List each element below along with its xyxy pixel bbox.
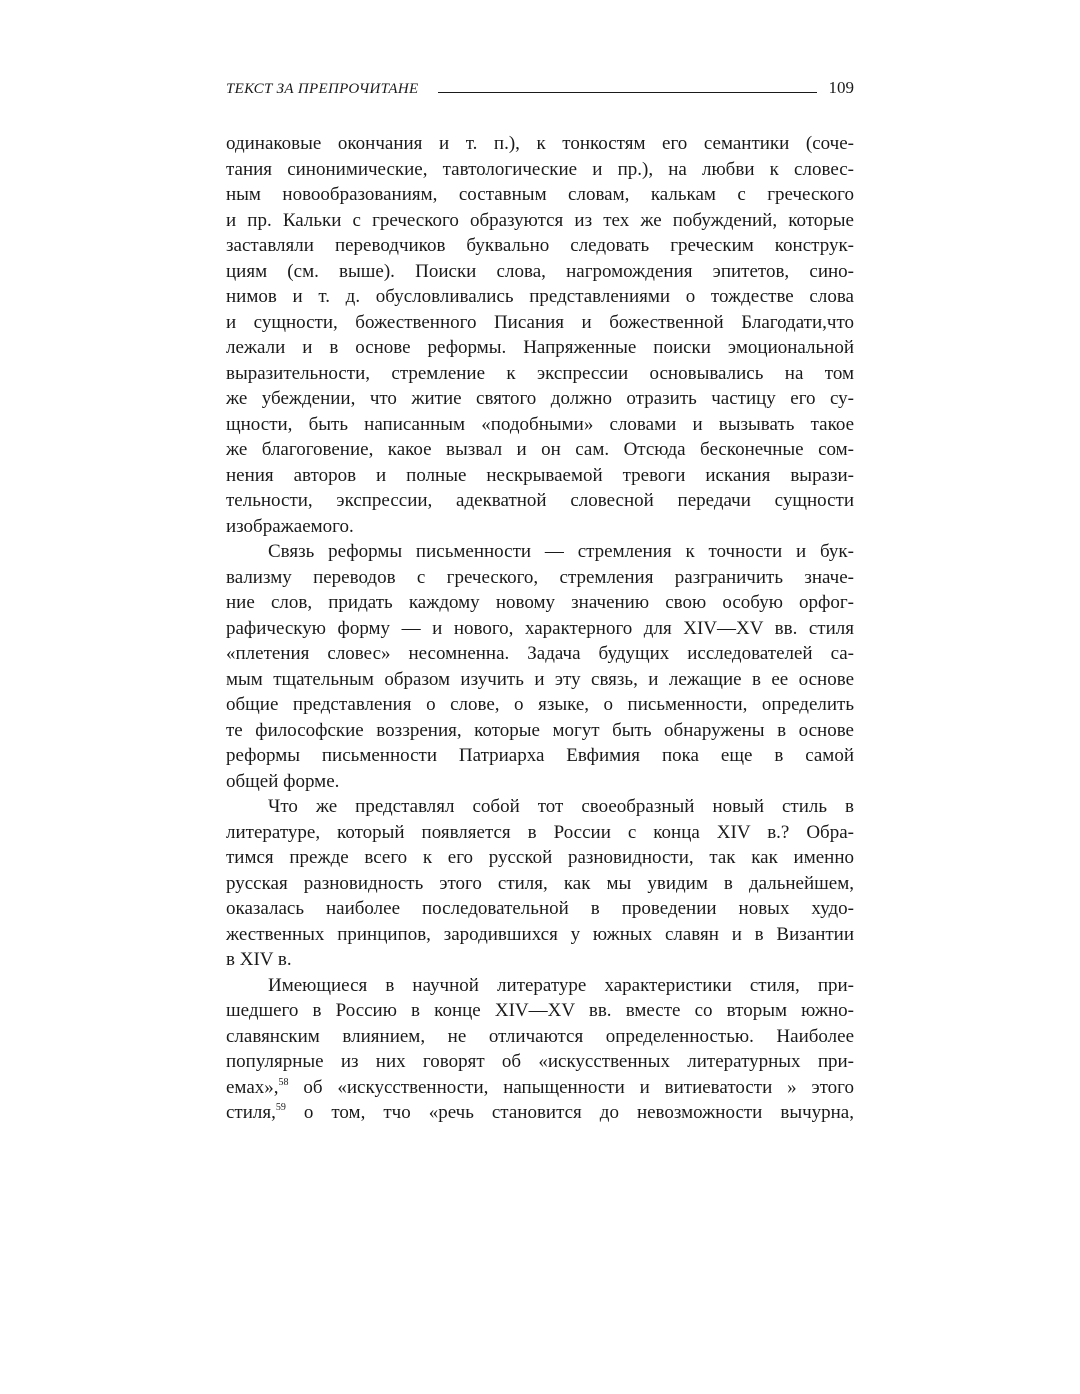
text-line: Связь реформы письменности — стремления к точности и бук- <box>268 541 854 562</box>
running-head <box>226 76 854 98</box>
text-line: те философские воззрения, которые могут быть обнаружены в основе <box>226 719 854 741</box>
text-line: популярные из них говорят об «искусственных литературных при- <box>226 1051 854 1072</box>
text-line: ние слов, придать каждому новому значению свою особую орфог- <box>226 592 854 613</box>
text-line: ным новообразованиям, составным словам, калькам с греческого <box>226 184 854 205</box>
text-line: выразительности, стремление к экспрессии основывались на том <box>226 362 854 384</box>
text-line: оказалась наиболее последовательной в проведении новых худо- <box>226 898 854 919</box>
text-line: изображаемого. <box>226 515 354 537</box>
text-fragment: емах», <box>226 1076 279 1098</box>
text-line: русская разновидность этого стиля, как мы увидим в дальнейшем, <box>226 872 854 894</box>
text-line: тельности, экспрессии, адекватной словесной передачи сущности <box>226 490 854 511</box>
text-line: и пр. Кальки с греческого образуются из тех же побуждений, которые <box>226 209 854 231</box>
text-line: вализму переводов с греческого, стремления разграничить значе- <box>226 566 854 588</box>
text-line: и сущности, божественного Писания и божественной Благодати,что <box>226 311 854 333</box>
text-line: одинаковые окончания и т. п.), к тонкостям его семантики (соче- <box>226 133 854 154</box>
text-line: общие представления о слове, о языке, о письменности, определить <box>226 694 854 715</box>
text-line <box>226 1100 854 1126</box>
text-line: рафическую форму — и нового, характерного для XIV—XV вв. стиля <box>226 617 854 639</box>
text-fragment: об «искусственности, напыщенности и витиеватости » этого <box>288 1076 854 1098</box>
text-line: щности, быть написанным «подобными» словами и вызывать такое <box>226 413 854 435</box>
text-line: тимся прежде всего к его русской разновидности, так как именно <box>226 847 854 868</box>
text-line: мым тщательным образом изучить и эту связь, и лежащие в ее основе <box>226 668 854 690</box>
footnote-ref-58[interactable]: 58 <box>278 1076 289 1088</box>
body-text <box>226 131 854 1126</box>
text-line: заставляли переводчиков буквально следовать греческим конструк- <box>226 235 854 256</box>
text-line: общей форме. <box>226 770 340 792</box>
text-line: жественных принципов, зародившихся у южных славян и в Византии <box>226 923 854 945</box>
text-line: же убеждении, что житие святого должно отразить частицу его су- <box>226 388 854 409</box>
text-fragment: стиля, <box>226 1102 276 1123</box>
text-line: лежали и в основе реформы. Напряженные поиски эмоциональной <box>226 337 854 358</box>
text-line: циям (см. выше). Поиски слова, нагромождения эпитетов, сино- <box>226 260 854 282</box>
text-line: Имеющиеся в научной литературе характеристики стиля, при- <box>268 974 854 996</box>
text-line: реформы письменности Патриарха Евфимия пока еще в самой <box>226 745 854 766</box>
text-line: «плетения словес» несомненна. Задача будущих исследователей са- <box>226 643 854 664</box>
text-line: тания синонимические, тавтологические и пр.), на любви к словес- <box>226 158 854 180</box>
running-title: ТЕКСТ ЗА ПРЕПРОЧИТАНЕ <box>226 81 419 97</box>
text-line <box>226 1075 854 1101</box>
text-line: шедшего в Россию в конце XIV—XV вв. вместе со вторым южно- <box>226 1000 854 1021</box>
text-line: нимов и т. д. обусловливались представлениями о тождестве слова <box>226 286 854 307</box>
text-line: нения авторов и полные нескрываемой тревоги искания вырази- <box>226 464 854 486</box>
header-rule <box>438 92 816 93</box>
text-line: литературе, который появляется в России с конца XIV в.? Обра- <box>226 821 854 843</box>
footnote-ref-59[interactable]: 59 <box>275 1102 286 1113</box>
text-fragment: о том, тчо «речь становится до невозможности вычурна, <box>285 1102 854 1123</box>
page-number: 109 <box>828 78 854 97</box>
text-line: же благоговение, какое вызвал и он сам. Отсюда бесконечные сом- <box>226 439 854 460</box>
text-line: Что же представлял собой тот своеобразный новый стиль в <box>268 796 854 817</box>
text-line: славянским влиянием, не отличаются определенностью. Наиболее <box>226 1025 854 1047</box>
text-line: в XIV в. <box>226 949 292 970</box>
